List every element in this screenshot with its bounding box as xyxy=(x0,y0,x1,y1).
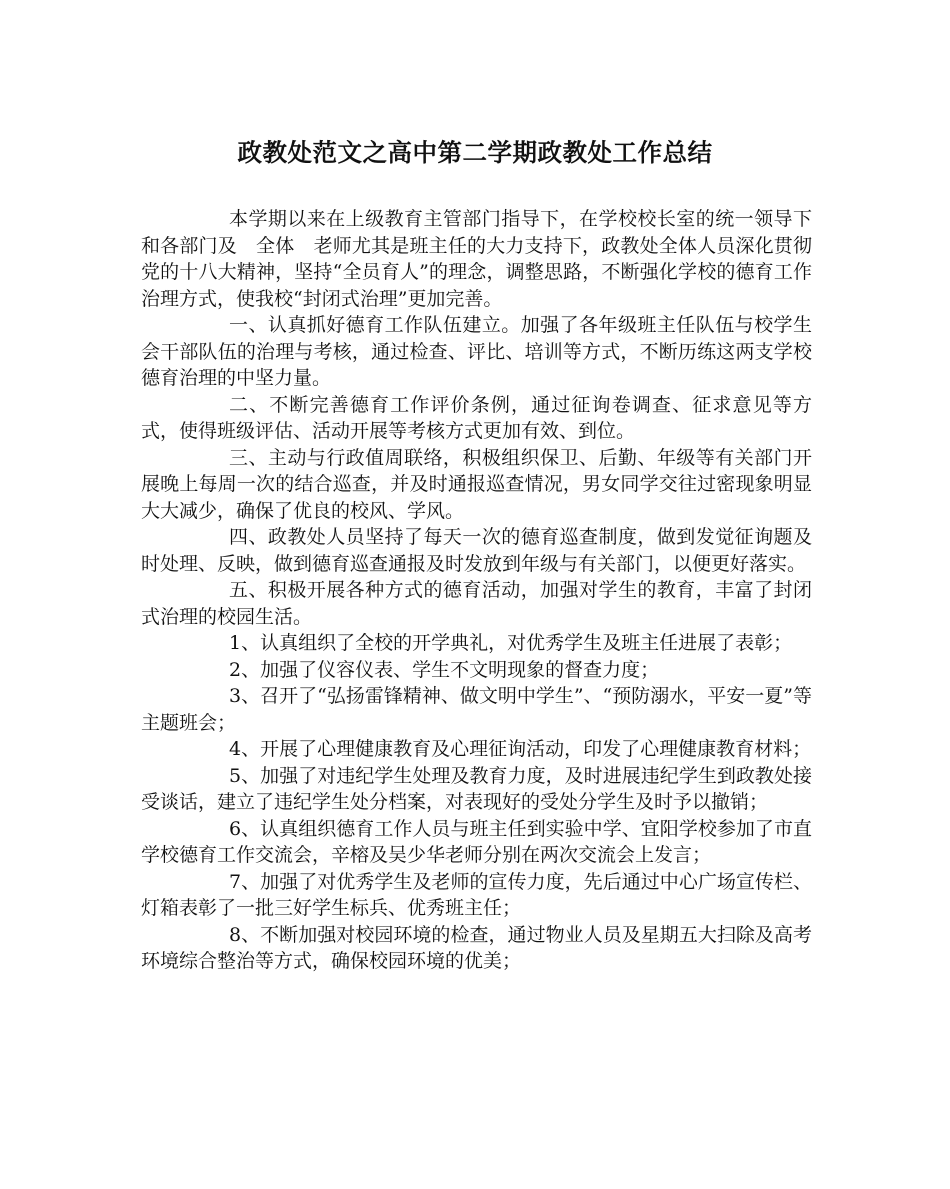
paragraph-sub-5: 5、加强了对违纪学生处理及教育力度，及时进展违纪学生到政教处接受谈话，建立了违纪学生处分档案，对表现好的受处分学生及时予以撤销； xyxy=(141,764,812,813)
paragraph-intro: 本学期以来在上级教育主管部门指导下，在学校校长室的统一领导下和各部门及 全体 老师尤其是班主任的大力支持下，政教处全体人员深化贯彻党的十八大精神，坚持“全员育人”的理念，调整思路，不断强化学校的德育工作治理方式，使我校“封闭式治理”更加完善。 xyxy=(141,208,812,310)
paragraph-sub-2: 2、加强了仪容仪表、学生不文明现象的督查力度； xyxy=(229,658,660,681)
document-title: 政教处范文之高中第二学期政教处工作总结 xyxy=(237,138,713,167)
paragraph-sub-4: 4、开展了心理健康教育及心理征询活动，印发了心理健康教育材料； xyxy=(229,738,812,760)
paragraph-sub-1: 1、认真组织了全校的开学典礼，对优秀学生及班主任进展了表彰； xyxy=(229,632,793,654)
paragraph-sub-8: 8、不断加强对校园环境的检查，通过物业人员及星期五大扫除及高考环境综合整治等方式，确保校园环境的优美； xyxy=(141,923,812,972)
paragraph-item-5: 五、积极开展各种方式的德育活动，加强对学生的教育，丰富了封闭式治理的校园生活。 xyxy=(141,579,812,628)
document-body xyxy=(141,206,812,975)
paragraph-sub-7: 7、加强了对优秀学生及老师的宣传力度，先后通过中心广场宣传栏、灯箱表彰了一批三好学生标兵、优秀班主任； xyxy=(141,870,812,919)
paragraph-sub-3: 3、召开了“弘扬雷锋精神、做文明中学生”、“预防溺水，平安一夏”等主题班会； xyxy=(141,685,812,734)
paragraph-item-2: 二、不断完善德育工作评价条例，通过征询卷调查、征求意见等方式，使得班级评估、活动开展等考核方式更加有效、到位。 xyxy=(141,393,812,442)
paragraph-item-3: 三、主动与行政值周联络，积极组织保卫、后勤、年级等有关部门开展晚上每周一次的结合巡查，并及时通报巡查情况，男女同学交往过密现象明显大大减少，确保了优良的校风、学风。 xyxy=(141,446,812,522)
paragraph-item-1: 一、认真抓好德育工作队伍建立。加强了各年级班主任队伍与校学生会干部队伍的治理与考核，通过检查、评比、培训等方式，不断历练这两支学校德育治理的中坚力量。 xyxy=(141,314,812,389)
paragraph-item-4: 四、政教处人员坚持了每天一次的德育巡查制度，做到发觉征询题及时处理、反映，做到德育巡查通报及时发放到年级与有关部门，以便更好落实。 xyxy=(141,526,812,575)
paragraph-sub-6: 6、认真组织德育工作人员与班主任到实验中学、宜阳学校参加了市直学校德育工作交流会，辛榕及吴少华老师分别在两次交流会上发言； xyxy=(141,817,812,866)
